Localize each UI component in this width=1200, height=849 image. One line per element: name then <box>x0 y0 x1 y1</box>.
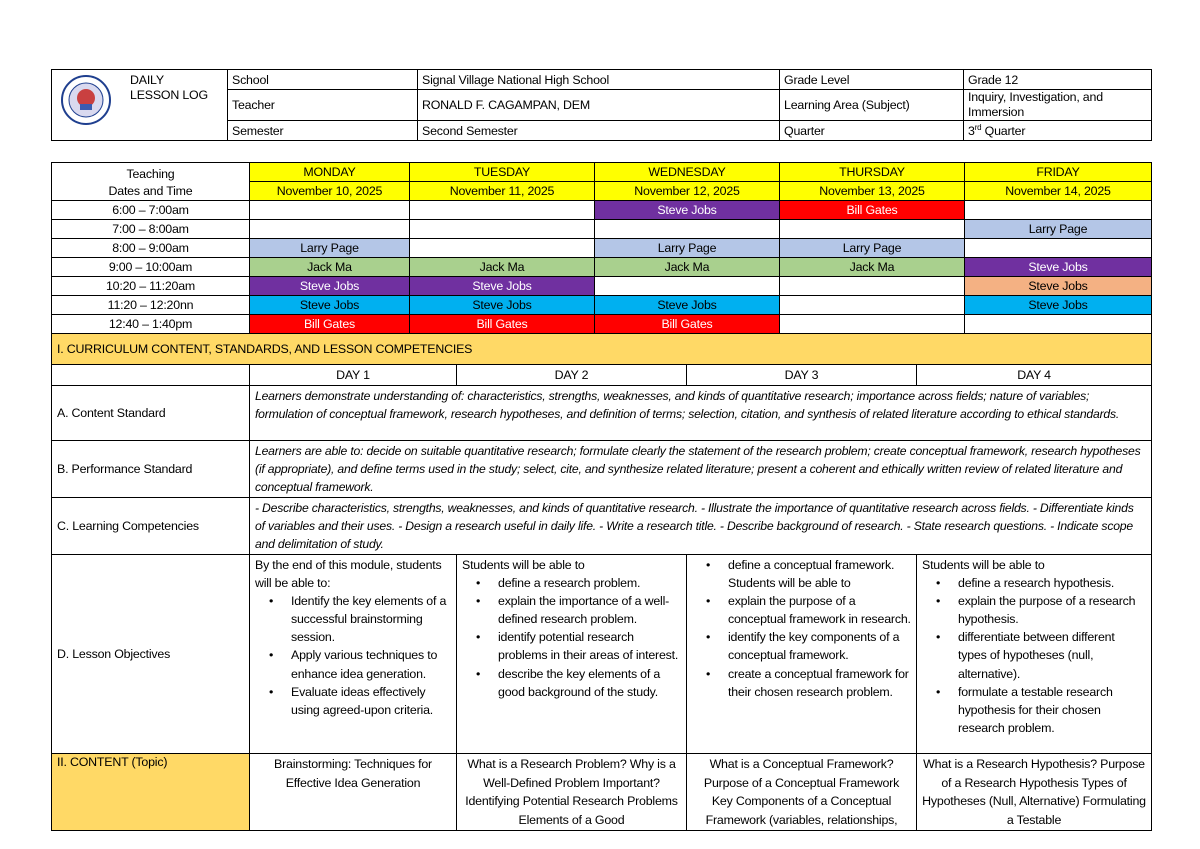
school-value: Signal Village National High School <box>418 70 780 90</box>
objective-item: • formulate a testable research hypothesis for their chosen research problem. <box>958 683 1146 737</box>
slot-cell: Jack Ma <box>780 258 965 277</box>
quarter-value: 3rd Quarter <box>964 121 1152 141</box>
semester-value: Second Semester <box>418 121 780 141</box>
time-label: 11:20 – 12:20nn <box>52 296 250 315</box>
time-label: 7:00 – 8:00am <box>52 220 250 239</box>
slot-cell: Bill Gates <box>780 201 965 220</box>
grade-label: Grade Level <box>780 70 964 90</box>
objective-item: • Apply various techniques to enhance idea generation. <box>291 646 451 682</box>
date-monday: November 10, 2025 <box>250 182 410 201</box>
slot-cell: Jack Ma <box>410 258 595 277</box>
grade-value: Grade 12 <box>964 70 1152 90</box>
slot-cell <box>780 220 965 239</box>
objective-item: • define a conceptual framework. Students will be able to <box>728 556 911 592</box>
objective-item: • differentiate between different types of hypotheses (null, alternative). <box>958 628 1146 682</box>
objective-item: • Evaluate ideas effectively using agreed-upon criteria. <box>291 683 451 719</box>
objectives-day2: Students will be able to • define a research problem. • explain the importance of a well-defined research problem. • identify potential research problems in their areas of interest. • describe the key elements of a good background of the study. <box>457 555 687 754</box>
teacher-label: Teacher <box>228 90 418 121</box>
objective-item: • identify potential research problems in their areas of interest. <box>498 628 681 664</box>
objective-item: • identify the key components of a conceptual framework. <box>728 628 911 664</box>
slot-cell: Steve Jobs <box>965 296 1152 315</box>
content-topic-day4: What is a Research Hypothesis? Purpose of a Research Hypothesis Types of Hypotheses (Null, Alternative) Formulating a Testable <box>917 754 1152 831</box>
objectives-day4: Students will be able to • define a research hypothesis. • explain the purpose of a research hypothesis. • differentiate between different types of hypotheses (null, alternative). • formulate a testable research hypothesis for their chosen research problem. <box>917 555 1152 754</box>
content-topic-label: II. CONTENT (Topic) <box>52 754 250 831</box>
date-friday: November 14, 2025 <box>965 182 1152 201</box>
slot-cell: Larry Page <box>595 239 780 258</box>
objective-item: • explain the importance of a well-defined research problem. <box>498 592 681 628</box>
school-label: School <box>228 70 418 90</box>
time-slot-row <box>52 220 1152 239</box>
day-header: DAY 1 <box>250 365 457 386</box>
slot-cell <box>595 220 780 239</box>
day-header: DAY 4 <box>917 365 1152 386</box>
objective-item: • describe the key elements of a good background of the study. <box>498 665 681 701</box>
time-slot-row <box>52 239 1152 258</box>
slot-cell <box>780 315 965 334</box>
slot-cell: Steve Jobs <box>595 201 780 220</box>
slot-cell: Steve Jobs <box>595 296 780 315</box>
objectives-label: D. Lesson Objectives <box>52 555 250 754</box>
doc-title-line2: LESSON LOG <box>130 88 208 102</box>
time-label: 9:00 – 10:00am <box>52 258 250 277</box>
objective-item: • Identify the key elements of a successful brainstorming session. <box>291 592 451 646</box>
slot-cell: Steve Jobs <box>410 277 595 296</box>
performance-standard-label: B. Performance Standard <box>52 441 250 498</box>
time-label: 12:40 – 1:40pm <box>52 315 250 334</box>
performance-standard-text: Learners are able to: decide on suitable quantitative research; formulate clearly the statement of the research problem; create conceptual framework, research hypotheses (if appropriate), and define terms used in the study; select, cite, and synthesize related literature; present a coherent and ethically written review of related literature and conceptual framework. <box>250 441 1152 498</box>
slot-cell <box>965 239 1152 258</box>
title-cell <box>52 70 228 141</box>
content-topic-day2: What is a Research Problem? Why is a Well-Defined Problem Important? Identifying Potential Research Problems Elements of a Good <box>457 754 687 831</box>
time-label: 8:00 – 9:00am <box>52 239 250 258</box>
time-slot-row <box>52 315 1152 334</box>
curriculum-table <box>51 333 1152 831</box>
time-label: 6:00 – 7:00am <box>52 201 250 220</box>
objective-item: • explain the purpose of a research hypothesis. <box>958 592 1146 628</box>
day-header-blank <box>52 365 250 386</box>
schedule-corner: Teaching Dates and Time <box>52 163 250 201</box>
slot-cell <box>410 201 595 220</box>
competencies-label: C. Learning Competencies <box>52 498 250 555</box>
slot-cell <box>250 201 410 220</box>
objective-item: • define a research problem. <box>498 574 681 592</box>
slot-cell: Larry Page <box>780 239 965 258</box>
slot-cell: Bill Gates <box>250 315 410 334</box>
date-thursday: November 13, 2025 <box>780 182 965 201</box>
slot-cell: Larry Page <box>965 220 1152 239</box>
day-header: DAY 2 <box>457 365 687 386</box>
slot-cell <box>780 296 965 315</box>
slot-cell: Jack Ma <box>595 258 780 277</box>
competencies-text: - Describe characteristics, strengths, weaknesses, and kinds of quantitative research. - Illustrate the importance of quantitative research across fields. - Differentiate kinds of variables and their uses. - Design a research useful in daily life. - Write a research title. - Describe background of research. - State research questions. - Indicate scope and delimitation of study. <box>250 498 1152 555</box>
day-header: DAY 3 <box>687 365 917 386</box>
slot-cell: Bill Gates <box>595 315 780 334</box>
slot-cell: Steve Jobs <box>965 258 1152 277</box>
slot-cell <box>965 201 1152 220</box>
content-standard-label: A. Content Standard <box>52 386 250 441</box>
slot-cell <box>250 220 410 239</box>
teacher-value: RONALD F. CAGAMPAN, DEM <box>418 90 780 121</box>
time-slot-row <box>52 277 1152 296</box>
slot-cell <box>965 315 1152 334</box>
day-thursday: THURSDAY <box>780 163 965 182</box>
content-topic-day1: Brainstorming: Techniques for Effective Idea Generation <box>250 754 457 831</box>
day-monday: MONDAY <box>250 163 410 182</box>
content-topic-day3: What is a Conceptual Framework? Purpose of a Conceptual Framework Key Components of a Conceptual Framework (variables, relationships, <box>687 754 917 831</box>
section-title: I. CURRICULUM CONTENT, STANDARDS, AND LESSON COMPETENCIES <box>52 334 1152 365</box>
objectives-day3 <box>687 555 917 754</box>
slot-cell <box>410 220 595 239</box>
semester-label: Semester <box>228 121 418 141</box>
slot-cell: Steve Jobs <box>250 296 410 315</box>
day-friday: FRIDAY <box>965 163 1152 182</box>
date-wednesday: November 12, 2025 <box>595 182 780 201</box>
slot-cell: Steve Jobs <box>250 277 410 296</box>
doc-title-line1: DAILY <box>130 73 164 87</box>
header-table <box>51 69 1152 141</box>
objective-item: • define a research hypothesis. <box>958 574 1146 592</box>
slot-cell <box>780 277 965 296</box>
schedule-table <box>51 162 1152 334</box>
time-label: 10:20 – 11:20am <box>52 277 250 296</box>
quarter-label: Quarter <box>780 121 964 141</box>
slot-cell: Steve Jobs <box>410 296 595 315</box>
time-slot-row <box>52 201 1152 220</box>
day-wednesday: WEDNESDAY <box>595 163 780 182</box>
objective-item: • explain the purpose of a conceptual framework in research. <box>728 592 911 628</box>
area-label: Learning Area (Subject) <box>780 90 964 121</box>
day-tuesday: TUESDAY <box>410 163 595 182</box>
objectives-day1: By the end of this module, students will be able to: • Identify the key elements of a successful brainstorming session. • Apply various techniques to enhance idea generation. • Evaluate ideas effectively using agreed-upon criteria. <box>250 555 457 754</box>
slot-cell: Larry Page <box>250 239 410 258</box>
time-slot-row <box>52 296 1152 315</box>
slot-cell: Steve Jobs <box>965 277 1152 296</box>
content-standard-text: Learners demonstrate understanding of: characteristics, strengths, weaknesses, and kinds of quantitative research; importance across fields; nature of variables; formulation of conceptual framework, research hypotheses, and definition of terms; selection, citation, and synthesis of related literature according to ethical standards. <box>250 386 1152 441</box>
slot-cell: Jack Ma <box>250 258 410 277</box>
slot-cell: Bill Gates <box>410 315 595 334</box>
date-tuesday: November 11, 2025 <box>410 182 595 201</box>
slot-cell <box>410 239 595 258</box>
deped-seal-icon <box>60 74 112 126</box>
time-slot-row <box>52 258 1152 277</box>
objective-item: • create a conceptual framework for their chosen research problem. <box>728 665 911 701</box>
slot-cell <box>595 277 780 296</box>
area-value: Inquiry, Investigation, and Immersion <box>964 90 1152 121</box>
